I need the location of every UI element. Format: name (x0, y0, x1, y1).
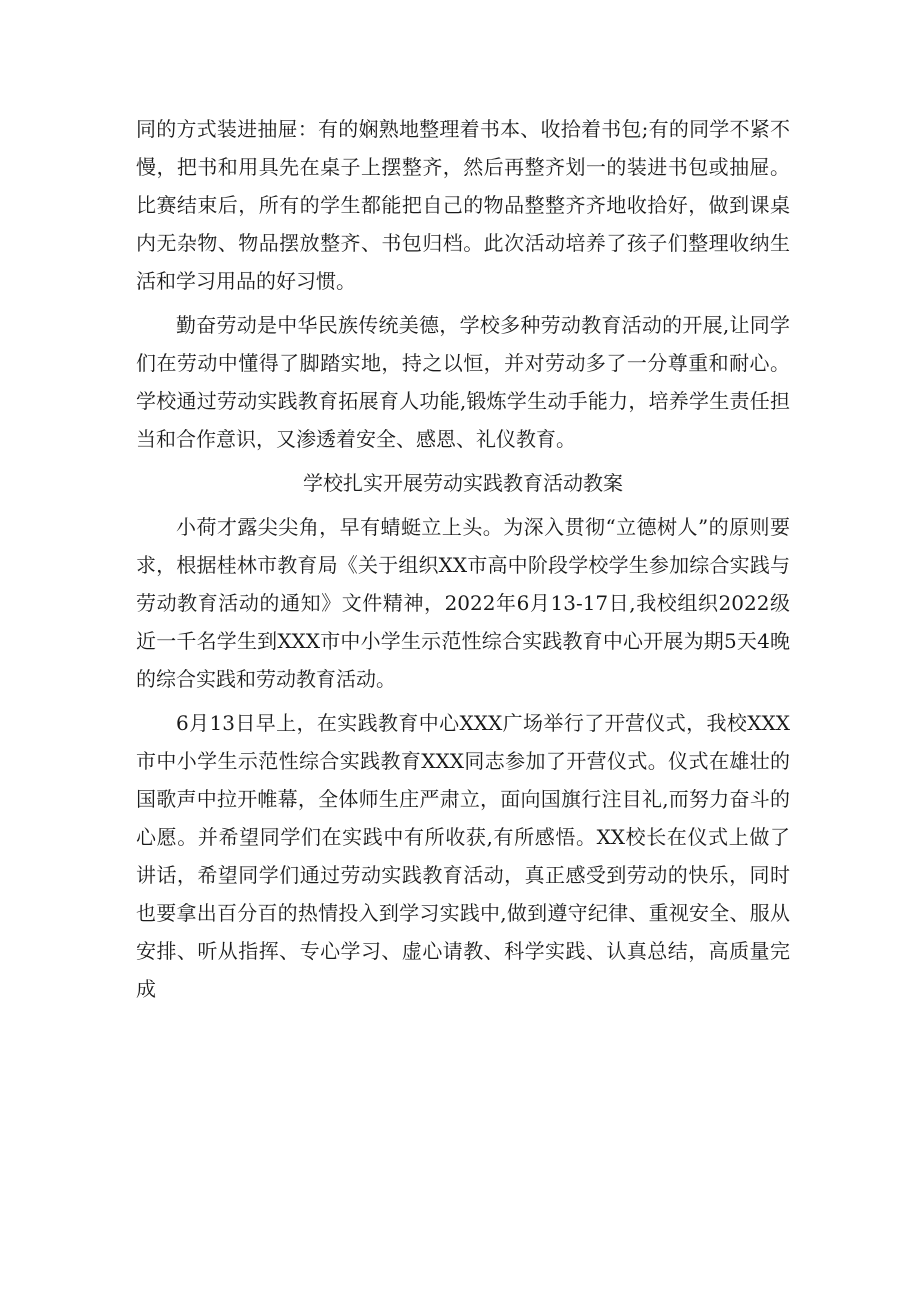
document-body (136, 110, 790, 1014)
paragraph-opening-ceremony: 6月13日早上，在实践教育中心XXX广场举行了开营仪式，我校XXX市中小学生示范性综合实践教育XXX同志参加了开营仪式。仪式在雄壮的国歌声中拉开帷幕，全体师生庄严肃立，面向国旗行注目礼,而努力奋斗的心愿。并希望同学们在实践中有所收获,有所感悟。XX校长在仪式上做了讲话，希望同学们通过劳动实践教育活动，真正感受到劳动的快乐，同时也要拿出百分百的热情投入到学习实践中,做到遵守纪律、重视安全、服从安排、听从指挥、专心学习、虚心请教、科学实践、认真总结，高质量完成 (136, 711, 790, 1001)
section-title: 学校扎实开展劳动实践教育活动教案 (303, 471, 623, 495)
paragraph-intro: 小荷才露尖尖角，早有蜻蜓立上头。为深入贯彻“立德树人”的原则要求，根据桂林市教育局《关于组织XX市高中阶段学校学生参加综合实践与劳动教育活动的通知》文件精神，2022年6月13-17日,我校组织2022级近一千名学生到XXX市中小学生示范性综合实践教育中心开展为期5天4晚的综合实践和劳动教育活动。 (136, 515, 790, 691)
paragraph-continuation: 同的方式装进抽屉：有的娴熟地整理着书本、收拾着书包;有的同学不紧不慢，把书和用具先在桌子上摆整齐，然后再整齐划一的装进书包或抽屉。比赛结束后，所有的学生都能把自己的物品整整齐齐地收拾好，做到课桌内无杂物、物品摆放整齐、书包归档。此次活动培养了孩子们整理收纳生活和学习用品的好习惯。 (136, 117, 790, 293)
paragraph-diligent-labor: 勤奋劳动是中华民族传统美德，学校多种劳动教育活动的开展,让同学们在劳动中懂得了脚踏实地，持之以恒，并对劳动多了一分尊重和耐心。学校通过劳动实践教育拓展育人功能,锻炼学生动手能力，培养学生责任担当和合作意识，又渗透着安全、感恩、礼仪教育。 (136, 313, 790, 451)
